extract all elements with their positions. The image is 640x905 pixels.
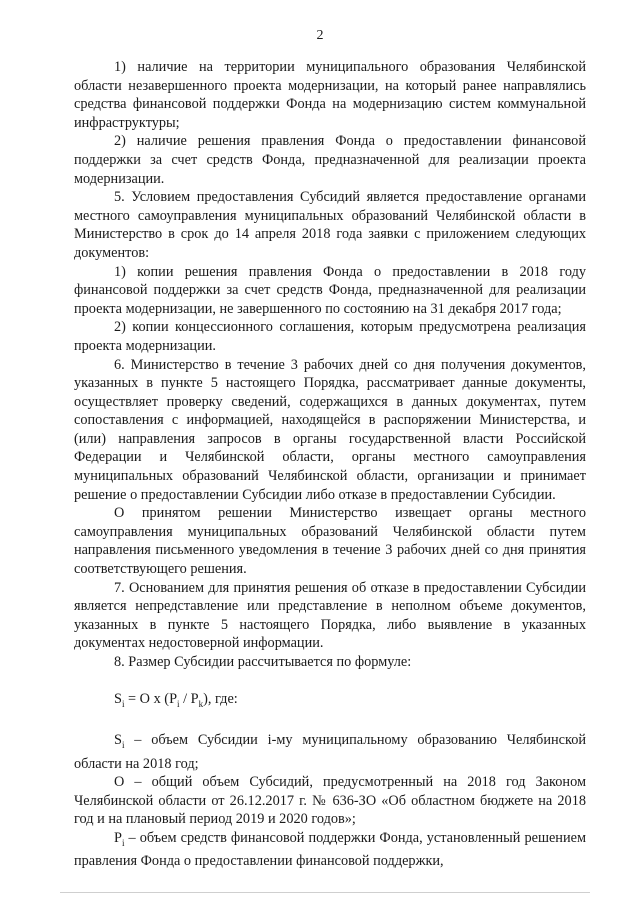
paragraph-2: 2) наличие решения правления Фонда о предоставлении финансовой поддержки за счет средств Фонда, предназначенной для реализации проекта модернизации.: [74, 133, 586, 187]
def-pi-symbol: P: [114, 829, 122, 846]
formula-slash: / P: [179, 690, 199, 707]
def-pi-sub: i: [121, 837, 125, 848]
formula-s-sub: i: [121, 698, 125, 709]
paragraph-9: 8. Размер Субсидии рассчитывается по формуле:: [114, 654, 412, 670]
page-bottom-edge: [60, 892, 590, 893]
formula-k-sub: k: [198, 698, 204, 709]
definition-pi: [74, 829, 586, 871]
paragraph-1: 1) наличие на территории муниципального образования Челябинской области незавершенного проекта модернизации, на который ранее направлялись средства финансовой поддержки Фонда на модернизацию систем коммунальной инфраструктуры;: [74, 59, 586, 131]
paragraph-4: 1) копии решения правления Фонда о предоставлении в 2018 году финансовой поддержки за счет средств Фонда, предназначенной для реализации проекта модернизации, не завершенного по состоянию на 31 декабря 2017 года;: [74, 263, 586, 317]
paragraph-5: 2) копии концессионного соглашения, которым предусмотрена реализация проекта модернизации.: [74, 319, 586, 354]
paragraph-3: 5. Условием предоставления Субсидий является предоставление органами местного самоуправления муниципальных образований Челябинской области в Министерство в срок до 14 апреля 2018 года заявки с приложением следующих документов:: [74, 189, 586, 261]
def-pi-text: – объем средств финансовой поддержки Фонда, установленный решением правления Фонда о предоставлении финансовой поддержки,: [74, 829, 586, 870]
def-si-text: – объем Субсидии i-му муниципальному образованию Челябинской области на 2018 год;: [74, 732, 586, 772]
formula-p-sub: i: [177, 698, 180, 709]
formula-s: S: [114, 690, 122, 707]
page-number: 2: [316, 28, 324, 43]
paragraph-8: 7. Основанием для принятия решения об отказе в предоставлении Субсидии является непредставление или представление в неполном объеме документов, указанных в пункте 5 настоящего Порядка, либо выявление в указанных документах недостоверной информации.: [74, 579, 586, 652]
document-body: [74, 58, 586, 871]
formula-tail: ), где:: [203, 690, 238, 707]
paragraph-6: 6. Министерство в течение 3 рабочих дней со дня получения документов, указанных в пункте 5 настоящего Порядка, рассматривает данные документы, осуществляет проверку сведений, содержащихся в данных документах, путем сопоставления с информацией, находящейся в распоряжении Министерства, и (или) направления запросов в органы государственной власти Российской Федерации и Челябинской области, органы местного самоуправления муниципальных образований Челябинской области, организации и принимает решение о предоставлении Субсидии либо отказе в предоставлении Субсидии.: [74, 356, 586, 503]
definition-o: О – общий объем Субсидий, предусмотренный на 2018 год Законом Челябинской области от 26.12.2017 г. № 636-ЗО «Об областном бюджете на 2018 год и на плановый период 2019 и 2020 годов»;: [74, 774, 586, 828]
def-si-symbol: S: [114, 732, 122, 749]
def-si-sub: i: [121, 739, 125, 750]
formula-mid: = О x (P: [124, 690, 178, 707]
definition-si: [74, 731, 586, 773]
subsidy-formula: [114, 690, 586, 713]
paragraph-7: О принятом решении Министерство извещает органы местного самоуправления муниципальных образований Челябинской области путем направления письменного уведомления в течение 3 рабочих дней со дня принятия соответствующего решения.: [74, 505, 586, 578]
